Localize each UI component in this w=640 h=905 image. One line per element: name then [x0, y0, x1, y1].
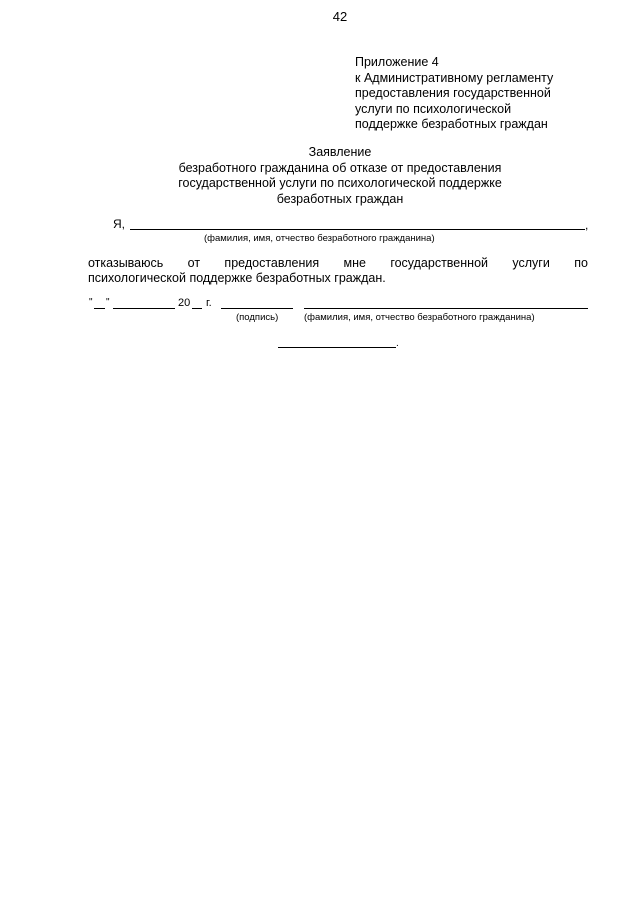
title-line: Заявление — [308, 145, 372, 159]
signature-hint: (подпись) — [236, 312, 279, 323]
bottom-mark: . — [396, 338, 399, 349]
statement-word: государственной — [390, 256, 488, 270]
appendix-line: к Административному регламенту — [355, 70, 554, 85]
title-line: государственной услуги по психологической поддержке — [178, 176, 502, 190]
page-number: 42 — [332, 9, 348, 24]
date-year-field[interactable] — [192, 308, 202, 309]
date-quote-close: " — [106, 297, 110, 308]
date-year-suffix: г. — [206, 297, 212, 309]
date-month-field[interactable] — [113, 308, 175, 309]
statement-word: отказываюсь — [88, 256, 164, 270]
title-line: безработных граждан — [276, 191, 404, 206]
appendix-line: предоставления государственной — [355, 86, 551, 100]
declarant-suffix: , — [585, 218, 589, 232]
appendix-line: Приложение 4 — [355, 55, 439, 69]
date-quote-open: " — [89, 297, 93, 308]
signer-name-hint: (фамилия, имя, отчество безработного гражданина) — [304, 312, 535, 323]
statement-line-1 — [88, 256, 588, 270]
title-line: безработного гражданина об отказе от предоставления — [178, 160, 502, 175]
date-day-field[interactable] — [94, 308, 105, 309]
statement-word: предоставления — [224, 256, 320, 270]
statement-word: услуги — [512, 256, 550, 270]
declarant-name-field[interactable] — [130, 229, 585, 230]
statement-word: от — [187, 256, 201, 270]
declarant-prefix: Я, — [113, 217, 125, 231]
appendix-line: услуги по психологической — [355, 101, 512, 116]
statement-word: мне — [343, 256, 366, 270]
document-title — [0, 145, 640, 207]
appendix-header — [355, 55, 553, 133]
bottom-divider — [278, 347, 396, 348]
statement-word: по — [574, 256, 588, 270]
statement-line-2: психологической поддержке безработных граждан. — [88, 271, 386, 285]
declarant-name-hint: (фамилия, имя, отчество безработного гражданина) — [204, 233, 435, 244]
signer-name-field[interactable] — [304, 308, 588, 309]
signature-field[interactable] — [221, 308, 293, 309]
appendix-line: поддержке безработных граждан — [355, 117, 548, 131]
date-year-prefix: 20 — [178, 297, 191, 309]
